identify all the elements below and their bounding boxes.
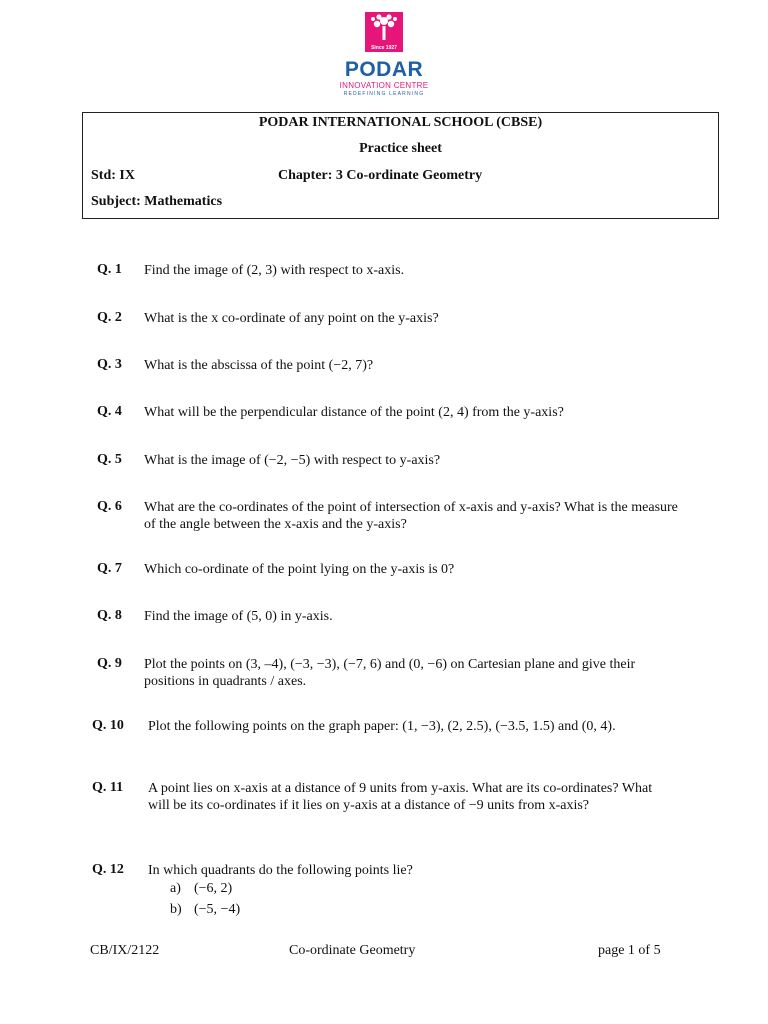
sheet-title: Practice sheet	[359, 141, 442, 156]
question-text: What is the abscissa of the point (−2, 7)?	[144, 358, 374, 373]
question-text: Find the image of (2, 3) with respect to x-axis.	[144, 263, 405, 278]
footer-code: CB/IX/2122	[90, 943, 160, 958]
option-value: (−6, 2)	[194, 881, 233, 896]
logo-subtitle: INNOVATION CENTRE	[339, 81, 429, 90]
std-label: Std: IX	[91, 168, 135, 183]
question-text: In which quadrants do the following points lie?	[148, 863, 413, 878]
question-text: Plot the points on (3, –4), (−3, −3), (−7, 6) and (0, −6) on Cartesian plane and give their positions in quadrants / axes.	[144, 657, 636, 689]
question-number: Q. 8	[97, 608, 122, 623]
question-number: Q. 12	[92, 862, 124, 877]
option-value: (−5, −4)	[194, 902, 241, 917]
question-text: Plot the following points on the graph paper: (1, −3), (2, 2.5), (−3.5, 1.5) and (0, 4).	[148, 719, 616, 734]
question-number: Q. 4	[97, 404, 122, 419]
header-box	[82, 112, 719, 219]
question-number: Q. 5	[97, 452, 122, 467]
option-label: b)	[170, 902, 182, 917]
option-label: a)	[170, 881, 181, 896]
question-number: Q. 3	[97, 357, 122, 372]
question-number: Q. 10	[92, 718, 124, 733]
school-logo	[0, 12, 768, 98]
question-number: Q. 11	[92, 780, 124, 795]
footer-title: Co-ordinate Geometry	[289, 943, 416, 958]
question-text: What is the x co-ordinate of any point on the y-axis?	[144, 311, 439, 326]
logo-name: PODAR	[344, 58, 424, 81]
question-number: Q. 7	[97, 561, 122, 576]
logo-tagline: REDEFINING LEARNING	[343, 91, 425, 97]
question-text: Find the image of (5, 0) in y-axis.	[144, 609, 333, 624]
question-text: A point lies on x-axis at a distance of 9 units from y-axis. What are its co-ordinates? What will be its co-ordinates if it lies on y-axis at a distance of −9 units from x-axis?	[148, 781, 653, 813]
footer-page: page 1 of 5	[598, 943, 661, 958]
logo-since: Since 1927	[371, 45, 397, 51]
subject-label: Subject: Mathematics	[91, 194, 223, 209]
chapter-label: Chapter: 3 Co-ordinate Geometry	[278, 168, 483, 183]
question-number: Q. 6	[97, 499, 122, 514]
school-name: PODAR INTERNATIONAL SCHOOL (CBSE)	[258, 115, 543, 130]
question-text: What is the image of (−2, −5) with respect to y-axis?	[144, 453, 441, 468]
question-number: Q. 2	[97, 310, 122, 325]
question-text: Which co-ordinate of the point lying on the y-axis is 0?	[144, 562, 455, 577]
question-number: Q. 1	[97, 262, 122, 277]
tree-logo-icon	[365, 12, 403, 52]
question-number: Q. 9	[97, 656, 122, 671]
question-text: What are the co-ordinates of the point of intersection of x-axis and y-axis? What is the measure of the angle between the x-axis and the y-axis?	[144, 500, 678, 532]
question-text: What will be the perpendicular distance of the point (2, 4) from the y-axis?	[144, 405, 564, 420]
